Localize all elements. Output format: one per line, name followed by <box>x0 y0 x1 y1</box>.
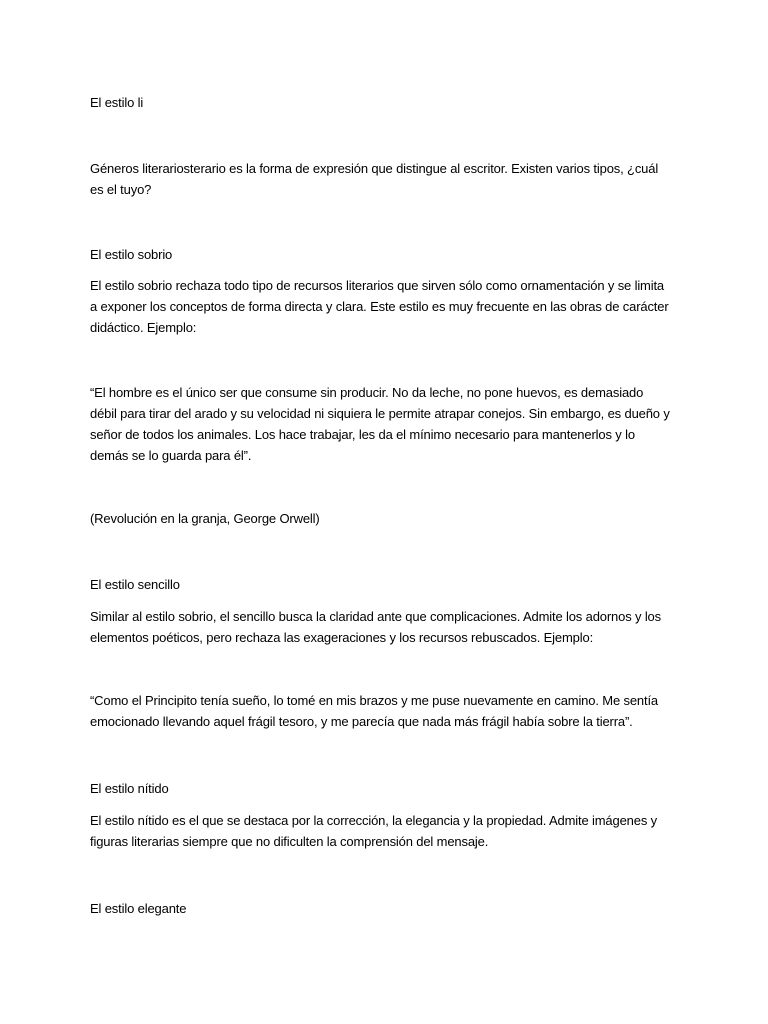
title-fragment: El estilo li <box>90 95 144 110</box>
heading-estilo-sencillo: El estilo sencillo <box>90 577 180 592</box>
heading-estilo-sobrio: El estilo sobrio <box>90 247 173 262</box>
paragraph-estilo-sobrio: El estilo sobrio rechaza todo tipo de recursos literarios que sirven sólo como ornamentación y se limita a exponer los conceptos de forma directa y clara. Este estilo es muy frecuente en las obras de carácter didáctico. Ejemplo: <box>90 278 669 335</box>
paragraph-estilo-nitido: El estilo nítido es el que se destaca por la corrección, la elegancia y la propiedad. Admite imágenes y figuras literarias siempre que no dificulten la comprensión del mensaje. <box>90 813 657 849</box>
quote-principito: “Como el Principito tenía sueño, lo tomé en mis brazos y me puse nuevamente en camino. Me sentía emocionado llevando aquel frágil tesoro, y me parecía que nada más frágil había sobre la tierra”. <box>90 693 659 729</box>
heading-estilo-elegante: El estilo elegante <box>90 901 187 916</box>
citation-orwell: (Revolución en la granja, George Orwell) <box>90 511 320 526</box>
quote-orwell: “El hombre es el único ser que consume sin producir. No da leche, no pone huevos, es demasiado débil para tirar del arado y su velocidad ni siquiera le permite atrapar conejos. Sin embargo, es dueño y señor de todos los animales. Los hace trabajar, les da el mínimo necesario para mantenerlos y lo demás se lo guarda para él”. <box>90 385 670 463</box>
paragraph-estilo-sencillo: Similar al estilo sobrio, el sencillo busca la claridad ante que complicaciones. Admite los adornos y los elementos poéticos, pero rechaza las exageraciones y los recursos rebuscados. Ejemplo: <box>90 609 661 645</box>
heading-estilo-nitido: El estilo nítido <box>90 781 169 796</box>
intro-paragraph: Géneros literariosterario es la forma de expresión que distingue al escritor. Existen varios tipos, ¿cuál es el tuyo? <box>90 161 659 197</box>
